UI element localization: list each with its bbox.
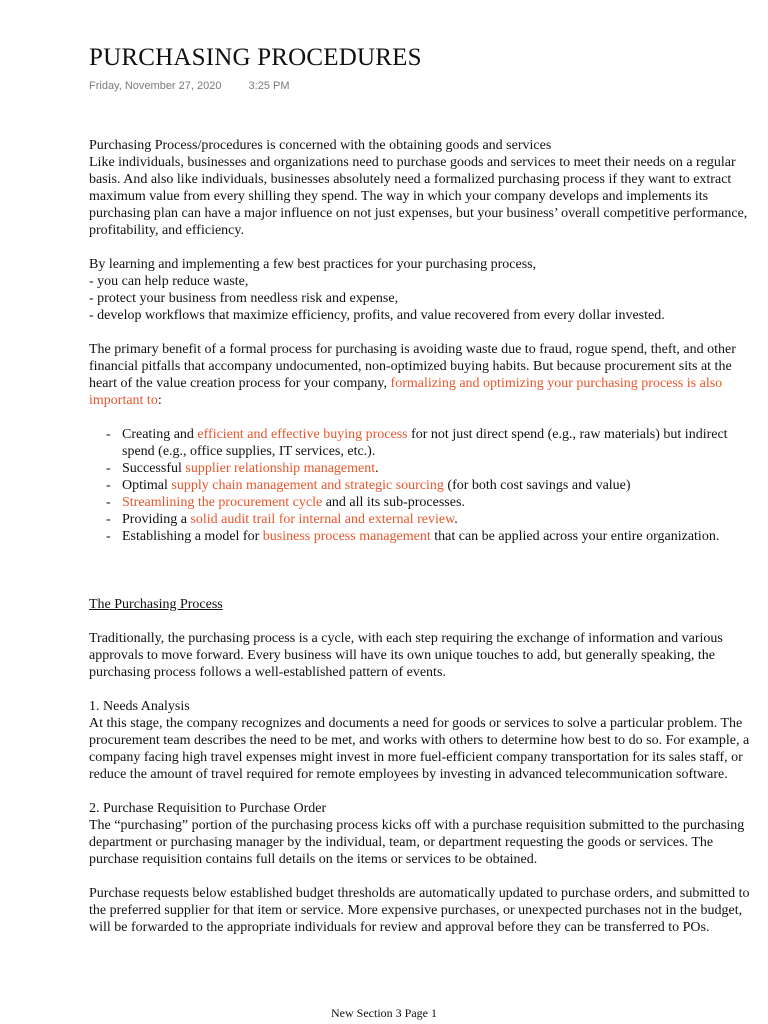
best-practices-lead: By learning and implementing a few best practices for your purchasing process, xyxy=(89,257,537,272)
benefit-end: : xyxy=(157,393,162,408)
bullet-item: - Providing a solid audit trail for internal and external review. xyxy=(106,511,761,528)
step1-heading: 1. Needs Analysis xyxy=(89,699,190,714)
bullet-link[interactable]: Streamlining the procurement cycle xyxy=(122,495,323,510)
step2-text: The “purchasing” portion of the purchasing process kicks off with a purchase requisition submitted to the purchasing department or purchasing manager by the individual, team, or department requesting the goods or services. The purchase requisition contains full details on the items or services to be obtained. xyxy=(89,818,745,867)
page-footer: New Section 3 Page 1 xyxy=(331,1006,437,1020)
section-intro: Traditionally, the purchasing process is a cycle, with each step requiring the exchange of information and various approvals to move forward. Every business will have its own unique touches to add, but generally speaking, the purchasing process follows a well-established pattern of events. xyxy=(89,631,723,680)
intro-line: Purchasing Process/procedures is concerned with the obtaining goods and services xyxy=(89,138,552,153)
bullet-link[interactable]: efficient and effective buying process xyxy=(197,427,408,442)
step1-text: At this stage, the company recognizes and documents a need for goods or services to solve a particular problem. The procurement team describes the need to be met, and works with others to determine how best to do so. For example, a company facing high travel expenses might invest in more fuel-efficient company transportation for its sales staff, or reduce the amount of travel required for remote employees by investing in advanced telecommunication software. xyxy=(89,716,750,782)
step2-text-2: Purchase requests below established budget thresholds are automatically updated to purchase orders, and submitted to the preferred supplier for that item or service. More expensive purchases, or unexpected purchases not in the budget, will be forwarded to the appropriate individuals for review and approval before they can be transferred to POs. xyxy=(89,886,750,935)
bullet-item: - Establishing a model for business process management that can be applied across your entire organization. xyxy=(106,528,761,545)
bullet-item: - Optimal supply chain management and strategic sourcing (for both cost savings and value) xyxy=(106,477,761,494)
section-heading: The Purchasing Process xyxy=(89,597,223,612)
page-content xyxy=(89,137,761,936)
bullet-link[interactable]: solid audit trail for internal and external review xyxy=(190,512,455,527)
benefit-paragraph xyxy=(89,341,761,409)
best-practice-item: - develop workflows that maximize efficiency, profits, and value recovered from every dollar invested. xyxy=(89,308,665,323)
bullet-item: - Streamlining the procurement cycle and all its sub-processes. xyxy=(106,494,761,511)
page-title: PURCHASING PROCEDURES xyxy=(89,44,422,71)
bullet-item: - Creating and efficient and effective buying process for not just direct spend (e.g., raw materials) but indirect spend (e.g., office supplies, IT services, etc.). xyxy=(106,426,761,460)
intro-paragraph: Like individuals, businesses and organizations need to purchase goods and services to meet their needs on a regular basis. And also like individuals, businesses absolutely need a formalized purchasing process if they want to extract maximum value from every shilling they spend. The way in which your company develops and implements its purchasing plan can have a major influence on not just expenses, but your business’ overall competitive performance, profitability, and efficiency. xyxy=(89,155,748,238)
page-date: Friday, November 27, 2020 xyxy=(89,80,222,92)
benefit-link[interactable]: formalizing and optimizing your purchasing process is also important to xyxy=(89,376,723,408)
bullet-item: - Successful supplier relationship management. xyxy=(106,460,761,477)
step2-heading: 2. Purchase Requisition to Purchase Order xyxy=(89,801,327,816)
best-practice-item: - protect your business from needless risk and expense, xyxy=(89,291,399,306)
bullet-link[interactable]: business process management xyxy=(262,529,431,544)
benefit-text: The primary benefit of a formal process for purchasing is avoiding waste due to fraud, rogue spend, theft, and other financial pitfalls that accompany undocumented, non-optimized buying habits. But because procurement sits at the heart of the value creation process for your company, xyxy=(89,342,736,391)
bullet-link[interactable]: supplier relationship management xyxy=(185,461,376,476)
page-time: 3:25 PM xyxy=(248,80,290,92)
benefit-bullet-list xyxy=(89,426,761,545)
bullet-link[interactable]: supply chain management and strategic sourcing xyxy=(171,478,444,493)
page-meta xyxy=(89,80,290,92)
best-practice-item: - you can help reduce waste, xyxy=(89,274,249,289)
